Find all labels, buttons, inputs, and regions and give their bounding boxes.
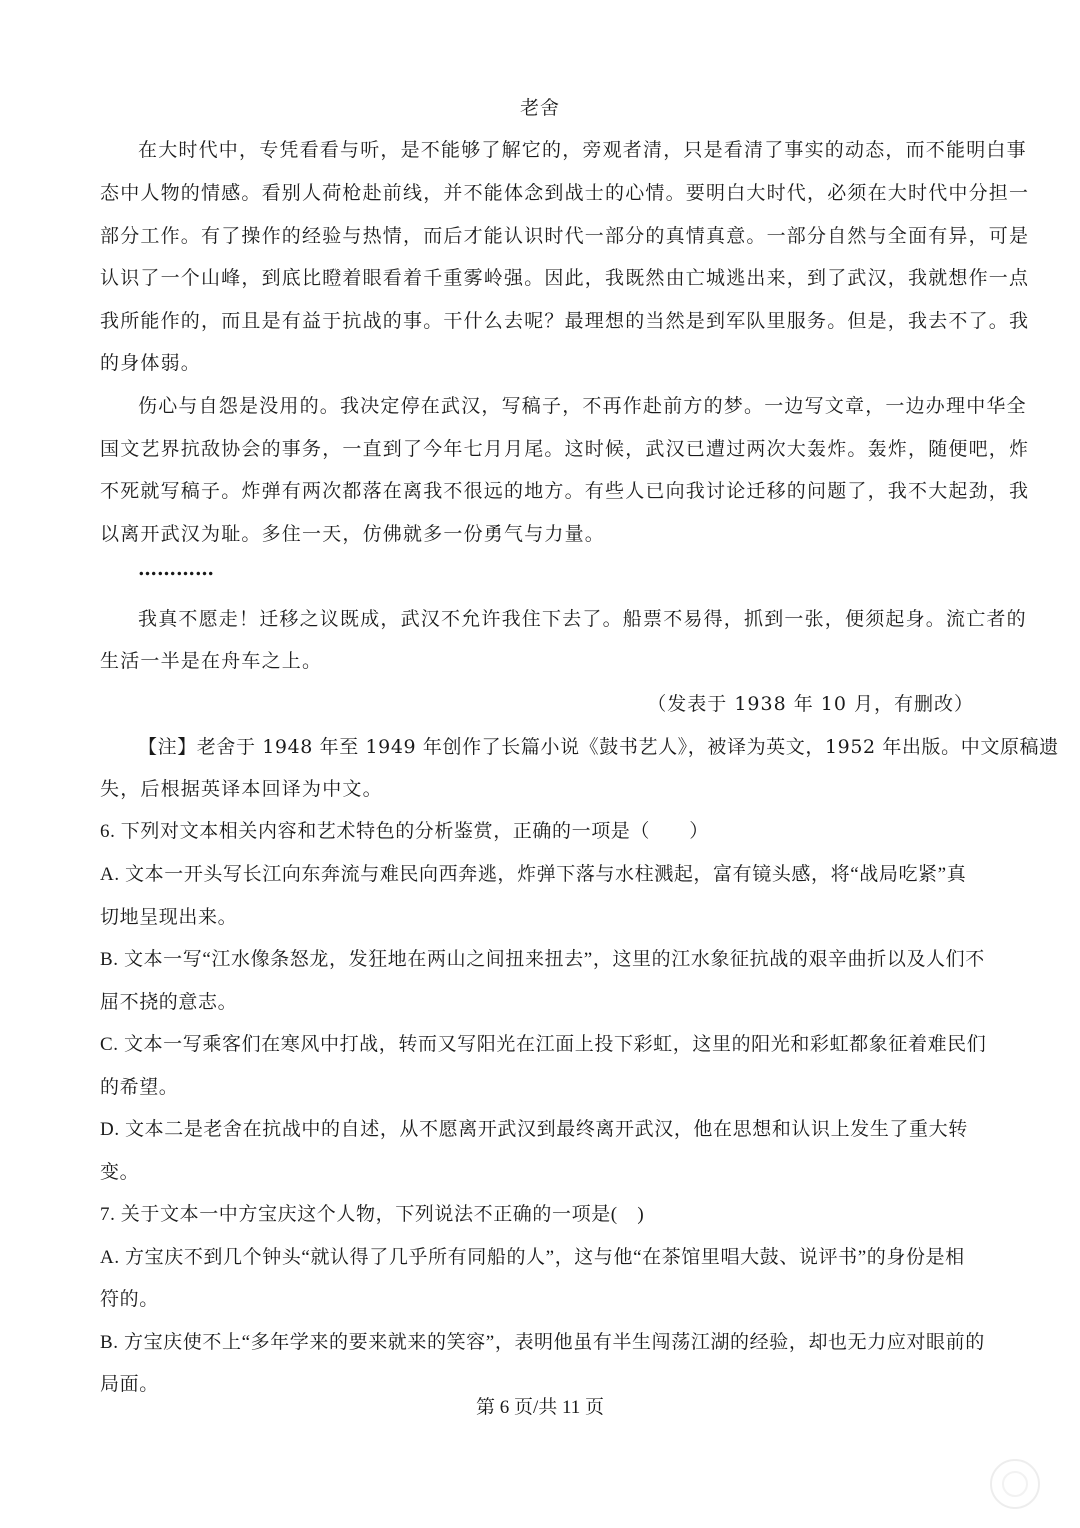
passage-line: 以离开武汉为耻。多住一天，仿佛就多一份勇气与力量。 <box>100 523 606 545</box>
question-7-stem: 7. 关于文本一中方宝庆这个人物，下列说法不正确的一项是( ) <box>100 1204 645 1225</box>
passage-line: 伤心与自怨是没用的。我决定停在武汉，写稿子，不再作赴前方的梦。一边写文章，一边办理中华全 <box>138 395 1027 417</box>
question-7-option-a: A. 方宝庆不到几个钟头“就认得了几乎所有同船的人”，这与他“在茶馆里唱大鼓、说评书”的身份是相 <box>100 1247 965 1268</box>
question-6-option-d-cont: 变。 <box>100 1162 140 1183</box>
question-7-option-b: B. 方宝庆使不上“多年学来的要来就来的笑容”，表明他虽有半生闯荡江湖的经验，却也无力应对眼前的 <box>100 1332 985 1353</box>
passage-line: 部分工作。有了操作的经验与热情，而后才能认识时代一部分的真情真意。一部分自然与全面有异，可是 <box>100 225 1030 247</box>
passage-line: 的身体弱。 <box>100 352 202 374</box>
question-6-option-c: C. 文本一写乘客们在寒风中打战，转而又写阳光在江面上投下彩虹，这里的阳光和彩虹都象征着难民们 <box>100 1034 987 1055</box>
passage-line: 在大时代中，专凭看看与听，是不能够了解它的，旁观者清，只是看清了事实的动态，而不能明白事 <box>138 139 1027 161</box>
question-7-option-a-cont: 符的。 <box>100 1289 159 1310</box>
passage-line: 国文艺界抗敌协会的事务，一直到了今年七月月尾。这时候，武汉已遭过两次大轰炸。轰炸，随便吧，炸 <box>100 438 1030 460</box>
passage-line: 不死就写稿子。炸弹有两次都落在离我不很远的地方。有些人已向我讨论迁移的问题了，我不大起劲，我 <box>100 480 1030 502</box>
passage-line: 我真不愿走！迁移之议既成，武汉不允许我住下去了。船票不易得，抓到一张，便须起身。流亡者的 <box>138 608 1027 630</box>
passage-line: 认识了一个山峰，到底比瞪着眼看着千重雾岭强。因此，我既然由亡城逃出来，到了武汉，我就想作一点 <box>100 267 1030 289</box>
passage-author: 老舍 <box>519 97 560 119</box>
annotation-line: 失，后根据英译本回译为中文。 <box>100 778 383 800</box>
watermark-icon <box>986 1455 1044 1513</box>
question-6-option-b-cont: 屈不挠的意志。 <box>100 992 238 1013</box>
question-7-option-b-cont: 局面。 <box>100 1374 159 1395</box>
question-6-option-a: A. 文本一开头写长江向东奔流与难民向西奔逃，炸弹下落与水柱溅起，富有镜头感，将“战局吃紧”真 <box>100 864 967 885</box>
question-6-option-a-cont: 切地呈现出来。 <box>100 907 238 928</box>
question-6-option-c-cont: 的希望。 <box>100 1077 179 1098</box>
passage-line: 态中人物的情感。看别人荷枪赴前线，并不能体念到战士的心情。要明白大时代，必须在大时代中分担一 <box>100 182 1030 204</box>
question-6-option-b: B. 文本一写“江水像条怒龙，发狂地在两山之间扭来扭去”，这里的江水象征抗战的艰辛曲折以及人们不 <box>100 949 985 970</box>
passage-line: 我所能作的，而且是有益于抗战的事。干什么去呢？最理想的当然是到军队里服务。但是，我去不了。我 <box>100 310 1030 332</box>
ellipsis: ………… <box>138 558 214 580</box>
passage-line: 生活一半是在舟车之上。 <box>100 650 323 672</box>
source-note: （发表于 1938 年 10 月，有删改） <box>647 693 974 715</box>
page-footer: 第 6 页/共 11 页 <box>475 1397 605 1418</box>
question-6-option-d: D. 文本二是老舍在抗战中的自述，从不愿离开武汉到最终离开武汉，他在思想和认识上发生了重大转 <box>100 1119 968 1140</box>
annotation-line: 【注】老舍于 1948 年至 1949 年创作了长篇小说《鼓书艺人》，被译为英文，1952 年出版。中文原稿遗 <box>138 736 1059 758</box>
question-6-stem: 6. 下列对文本相关内容和艺术特色的分析鉴赏，正确的一项是（ ） <box>100 821 709 842</box>
